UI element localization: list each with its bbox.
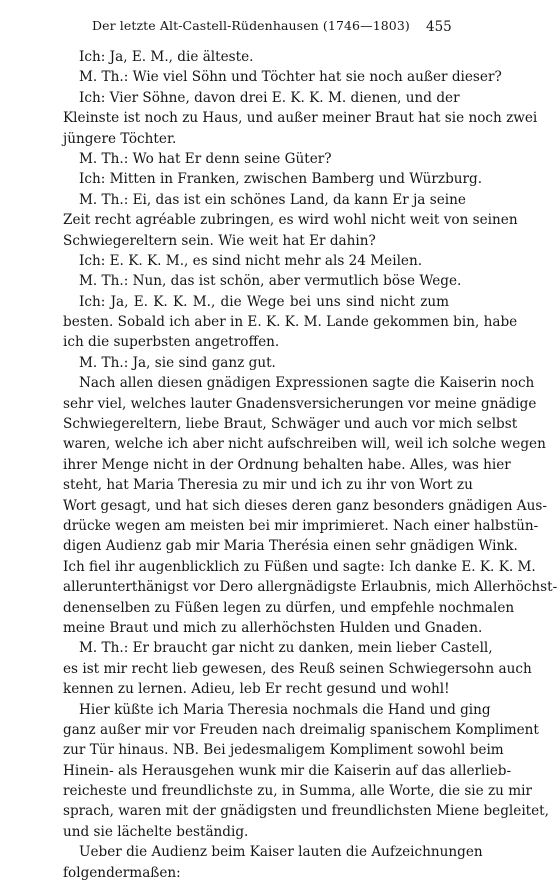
text-line: steht, hat Maria Theresia zu mir und ich zu ihr von Wort zu [63,477,473,494]
paragraph [63,271,462,291]
text-line: zur Tür hinaus. NB. Bei jedesmaligem Kompliment sowohl beim [63,742,504,759]
text-line: und sie lächelte beständig. [63,823,249,840]
paragraph [63,373,557,638]
paragraph [63,292,518,353]
text-line: reicheste und freundlichste zu, in Summa, alle Worte, die sie zu mir [63,783,532,800]
text-line: drücke wegen am meisten bei mir imprimieret. Nach einer halbstün- [63,517,539,534]
text-line: Wort gesagt, und hat sich dieses deren ganz besonders gnädigen Aus- [63,497,547,514]
text-line: folgendermaßen: [63,864,181,881]
text-line: Ich: E. K. K. M., es sind nicht mehr als 24 Meilen. [79,252,423,269]
paragraph [63,251,449,271]
paragraph [63,88,538,149]
paragraph [63,169,483,189]
paragraph [63,190,518,251]
text-line: sehr viel, welches lauter Gnadensversicherungen vor meine gnädige [63,395,537,412]
text-line: es ist mir recht lieb gewesen, des Reuß seinen Schwiegersohn auch [63,660,532,677]
text-line: Ich: Ja, E. K. K. M., die Wege bei uns sind nicht zum [79,293,449,310]
text-line: ganz außer mir vor Freuden nach dreimalig spanischem Kompliment [63,721,539,738]
text-line: waren, welche ich aber nicht aufschreiben will, weil ich solche wegen [63,436,546,453]
page-body-text [63,47,557,883]
text-line: M. Th.: Wo hat Er denn seine Güter? [79,150,332,167]
running-header: Der letzte Alt-Castell-Rüdenhausen (1746—1803) [92,18,410,33]
text-line: denenselben zu Füßen legen zu dürfen, und empfehle nochmalen [63,599,515,616]
text-line: sprach, waren mit der gnädigsten und freundlichsten Miene begleitet, [63,803,549,820]
paragraph [63,353,449,373]
text-line: jüngere Töchter. [63,130,177,147]
text-line: digen Audienz gab mir Maria Therésia einen sehr gnädigen Wink. [63,538,518,555]
text-line: Nach allen diesen gnädigen Expressionen sagte die Kaiserin noch [79,375,535,392]
text-line: meine Braut und mich zu allerhöchsten Hulden und Gnaden. [63,619,483,636]
text-line: Ueber die Audienz beim Kaiser lauten die Aufzeichnungen [79,844,483,861]
paragraph [63,842,483,883]
text-line: Ich fiel ihr augenblicklich zu Füßen und sagte: Ich danke E. K. K. M. [63,558,536,575]
text-line: ich die superbsten angetroffen. [63,334,280,351]
text-line: Ich: Ja, E. M., die älteste. [79,49,254,65]
paragraph [63,67,502,87]
text-line: Hier küßte ich Maria Theresia nochmals die Hand und ging [79,701,491,718]
text-line: M. Th.: Ja, sie sind ganz gut. [79,354,276,371]
text-line: Schwiegereltern, liebe Braut, Schwäger und auch vor mich selbst [63,416,518,433]
paragraph [63,700,549,843]
text-line: M. Th.: Er braucht gar nicht zu danken, mein lieber Castell, [79,640,493,657]
text-line: ihrer Menge nicht in der Ordnung behalten habe. Alles, was hier [63,456,511,473]
text-line: M. Th.: Nun, das ist schön, aber vermutlich böse Wege. [79,273,462,290]
text-line: M. Th.: Ei, das ist ein schönes Land, da kann Er ja seine [79,191,466,208]
text-line: besten. Sobald ich aber in E. K. K. M. Lande gekommen bin, habe [63,314,518,331]
text-line: M. Th.: Wie viel Söhn und Töchter hat sie noch außer dieser? [79,69,502,86]
text-line: Ich: Mitten in Franken, zwischen Bamberg und Würzburg. [79,171,483,188]
text-line: kennen zu lernen. Adieu, leb Er recht gesund und wohl! [63,681,450,698]
paragraph [63,47,449,67]
text-line: Zeit recht agréable zubringen, es wird wohl nicht weit von seinen [63,212,518,229]
text-line: Kleinste ist noch zu Haus, und außer meiner Braut hat sie noch zwei [63,110,538,127]
text-line: Ich: Vier Söhne, davon drei E. K. K. M. dienen, und der [79,89,460,106]
text-line: Hinein- als Herausgehen wunk mir die Kaiserin auf das allerlieb- [63,762,512,779]
paragraph [63,638,532,699]
page-number: 455 [426,19,452,35]
paragraph [63,149,449,169]
text-line: Schwiegereltern sein. Wie weit hat Er dahin? [63,232,376,249]
text-line: allerunterthänigst vor Dero allergnädigste Erlaubnis, mich Allerhöchst- [63,579,557,596]
